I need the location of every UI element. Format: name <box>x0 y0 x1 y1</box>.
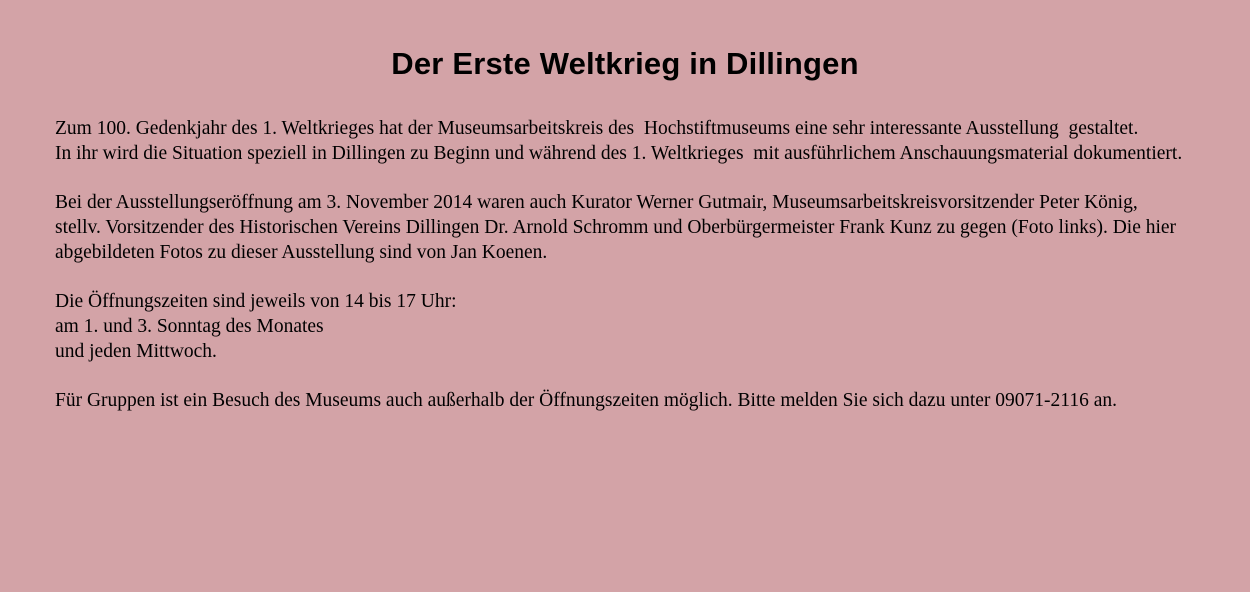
hours-line-1: Die Öffnungszeiten sind jeweils von 14 bis 17 Uhr: <box>55 291 457 312</box>
hours-line-2: am 1. und 3. Sonntag des Monates <box>55 316 324 337</box>
paragraph-groups <box>0 388 1250 413</box>
paragraph-opening-hours <box>0 289 1250 364</box>
intro-line-1: Zum 100. Gedenkjahr des 1. Weltkrieges hat der Museumsarbeitskreis des Hochstiftmuseums eine sehr interessante Ausstellung gestaltet. <box>55 118 1139 139</box>
page-title: Der Erste Weltkrieg in Dillingen <box>391 46 859 81</box>
intro-line-2: In ihr wird die Situation speziell in Dillingen zu Beginn und während des 1. Weltkrieges mit ausführlichem Anschauungsmaterial dokumentiert. <box>55 143 1183 164</box>
paragraph-intro <box>0 116 1250 166</box>
hours-line-3: und jeden Mittwoch. <box>55 341 217 362</box>
opening-text: Bei der Ausstellungseröffnung am 3. November 2014 waren auch Kurator Werner Gutmair, Museumsarbeitskreisvorsitzender Peter König, stellv. Vorsitzender des Historischen Vereins Dillingen Dr. Arnold Schromm und Oberbürgermeister Frank Kunz zu gegen (Foto links). Die hier abgebildeten Fotos zu dieser Ausstellung sind von Jan Koenen. <box>55 192 1181 263</box>
groups-text: Für Gruppen ist ein Besuch des Museums auch außerhalb der Öffnungszeiten möglich. Bitte melden Sie sich dazu unter 09071-2116 an. <box>55 390 1117 411</box>
paragraph-opening <box>0 190 1250 265</box>
